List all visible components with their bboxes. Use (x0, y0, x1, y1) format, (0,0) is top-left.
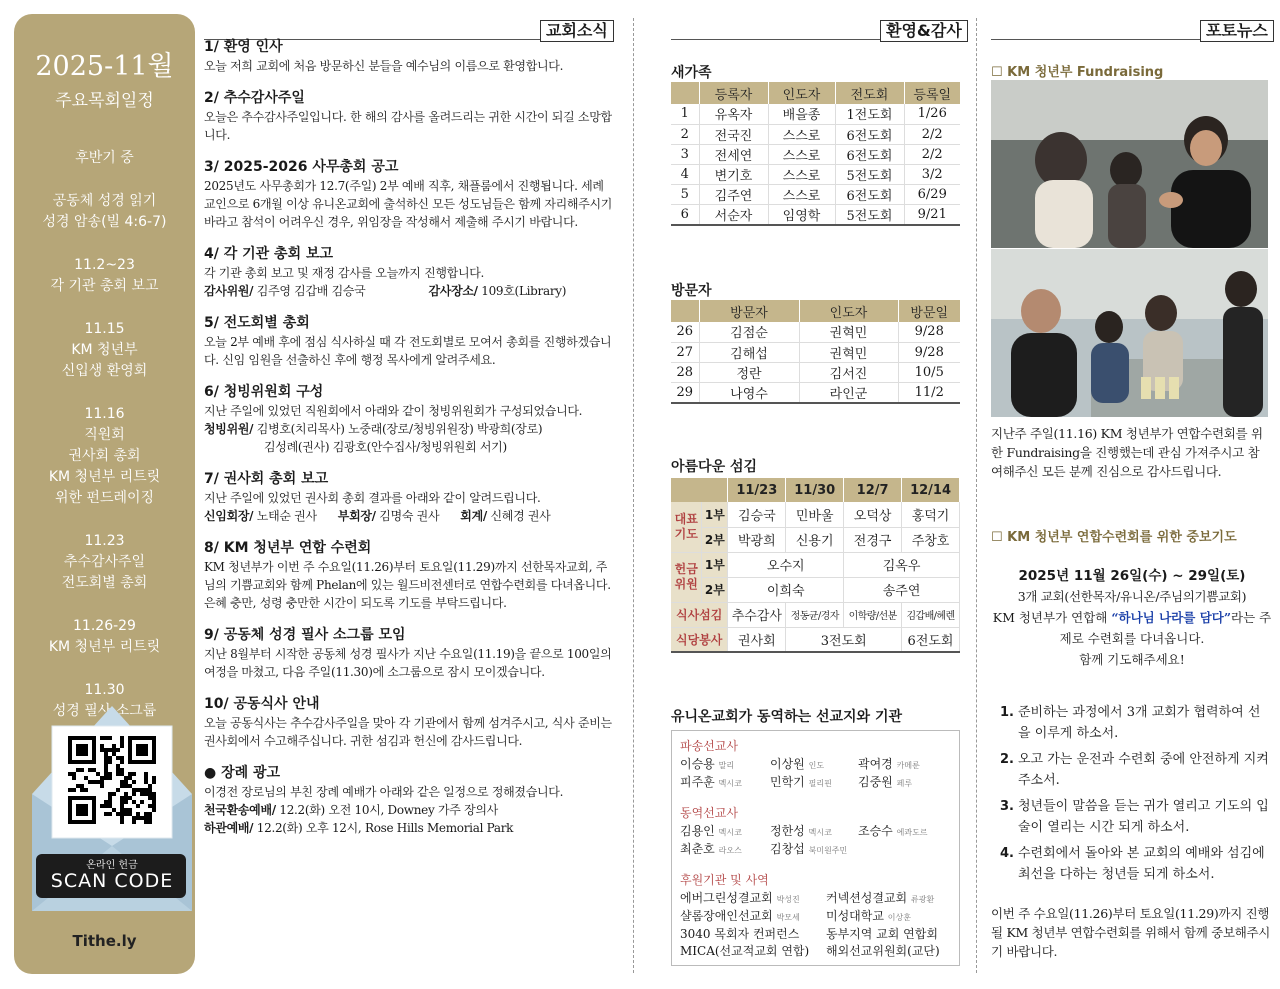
detail-label: 청빙위원/ (204, 422, 254, 436)
retreat-footer-text: 이번 주 수요일(11.26)부터 토요일(11.29)까지 진행될 KM 청년부 연합수련회를 위해서 함께 중보해주시기 바랍니다. (991, 906, 1271, 959)
table-cell: 6전도회 (835, 144, 904, 164)
missionary-name: 피주훈 (680, 775, 715, 789)
list-item (680, 823, 951, 841)
theme-prefix: KM 청년부가 연합해 (992, 610, 1112, 625)
schedule-item (14, 148, 195, 169)
column-header: 인도자 (799, 300, 898, 322)
missionary-name: 조승수 (858, 824, 893, 838)
table-cell: 스스로 (768, 164, 835, 184)
ministry-name: 미성대학교 (826, 909, 884, 923)
prayer-number: 1. (1000, 705, 1014, 720)
table-cell: 김승국 (728, 502, 786, 527)
table-cell: 5전도회 (835, 204, 904, 225)
column-header: 12/7 (844, 478, 902, 502)
ministry-contact: 박모세 (776, 913, 800, 922)
schedule-line: 11.2~23 (74, 257, 135, 273)
ministry-name: 3040 목회자 컨퍼런스 (680, 927, 800, 941)
schedule-line: 공동체 성경 읽기 (52, 193, 157, 209)
fundraising-photo-image (991, 80, 1268, 248)
news-item (204, 695, 614, 750)
mission-group (680, 871, 951, 960)
prayer-item (1000, 702, 1270, 744)
table-cell: 정동균/경자 (786, 602, 844, 627)
missions-title: 유니온교회가 동역하는 선교지와 기관 (671, 709, 903, 725)
news-title: ● 장례 광고 (204, 765, 281, 781)
table-cell: 권혁민 (799, 322, 898, 342)
table-cell: 주창호 (902, 527, 960, 552)
ministry-name: 에버그린성결교회 (680, 891, 773, 905)
detail-value: 김성례(권사) 김광호(안수집사/청빙위원회 서기) (264, 440, 507, 454)
fundraising-booth-photo (991, 249, 1268, 417)
service-session: 1부 (702, 552, 728, 577)
missionary-location: 카메룬 (896, 761, 920, 770)
missionary-location: 페루 (896, 779, 913, 788)
detail-value: 12.2(화) 오후 12시, Rose Hills Memorial Park (256, 821, 514, 835)
prayer-text: 청년들이 말씀을 듣는 귀가 열리고 기도의 입술이 열리는 시간 되게 하소서. (1018, 799, 1269, 835)
sidebar-subtitle: 주요목회일정 (55, 91, 154, 111)
detail-value: 김병호(치리목사) 노중래(장로/청빙위원장) 박광희(장로) (256, 422, 543, 436)
prayer-item (1000, 843, 1270, 885)
news-item (204, 314, 614, 369)
missionary-location: 멕시코 (718, 779, 742, 788)
table-header-row (671, 478, 960, 502)
list-item (680, 890, 951, 908)
photo-caption: ☐ KM 청년부 연합수련회를 위한 중보기도 (991, 530, 1237, 545)
news-text: 지난 주일에 있었던 직원회에서 아래와 같이 청빙위원회가 구성되었습니다. (204, 404, 583, 418)
news-item (204, 626, 614, 681)
table-cell: 6/29 (904, 184, 960, 204)
table-cell: 2/2 (904, 144, 960, 164)
table-cell: 2 (671, 124, 699, 144)
detail-label: 부회장/ (337, 509, 376, 523)
table-cell: 9/21 (904, 204, 960, 225)
missionary-location: 멕시코 (808, 828, 832, 837)
table-row (671, 382, 960, 403)
news-detail (204, 801, 614, 819)
column-header (671, 478, 728, 502)
table-cell: 27 (671, 342, 699, 362)
retreat-info (991, 566, 1273, 670)
missionary-location: 라오스 (718, 846, 742, 855)
ministry-name: 동부지역 교회 연합회 (826, 927, 938, 941)
row-group-label (671, 502, 702, 552)
detail-value: 신혜경 권사 (490, 509, 551, 523)
list-item (680, 774, 951, 792)
table-cell: 배을종 (768, 104, 835, 124)
table-cell: 김서진 (799, 362, 898, 382)
label-line: 기도 (674, 526, 698, 541)
table-cell: 라인군 (799, 382, 898, 403)
missionary-location: 말리 (718, 761, 735, 770)
news-text: 오늘 저희 교회에 처음 방문하신 분들을 예수님의 이름으로 환영합니다. (204, 59, 564, 73)
news-title: 2/ 추수감사주일 (204, 90, 305, 106)
table-cell: 6전도회 (902, 627, 960, 652)
table-cell: 오덕상 (844, 502, 902, 527)
table-row (671, 527, 960, 552)
prayer-number: 2. (1000, 752, 1014, 767)
scan-code-label: SCAN CODE (50, 870, 174, 892)
table-cell: 전국진 (699, 124, 768, 144)
missionary-location: 인도 (808, 761, 825, 770)
table-cell: 6전도회 (835, 124, 904, 144)
prayer-text: 준비하는 과정에서 3개 교회가 협력하여 선을 이루게 하소서. (1018, 705, 1261, 741)
prayer-list (1000, 702, 1270, 890)
column-header: 등록일 (904, 82, 960, 104)
row-label: 식사섬김 (671, 602, 728, 627)
fundraising-text: 지난주 주일(11.16) KM 청년부가 연합수련회를 위한 Fundraising을 진행했는데 관심 가져주시고 참여해주신 모든 분께 진심으로 감사드립니다. (991, 426, 1263, 479)
table-cell: 송주연 (844, 577, 960, 602)
prayer-item (1000, 796, 1270, 838)
schedule-line: 위한 펀드레이징 (54, 490, 155, 506)
table-cell: 정란 (699, 362, 799, 382)
schedule-sidebar (14, 14, 195, 974)
schedule-list (14, 148, 195, 744)
prayer-number: 3. (1000, 799, 1014, 814)
table-cell: 9/28 (898, 342, 960, 362)
table-cell: 1/26 (904, 104, 960, 124)
missionary-name: 김창섭 (770, 842, 805, 856)
service-table (671, 478, 960, 653)
service-title: 아름다운 섬김 (671, 459, 758, 475)
detail-label: 신임회장/ (204, 509, 254, 523)
newcomers-title: 새가족 (671, 65, 712, 81)
schedule-line: 전도회별 총회 (61, 575, 148, 591)
table-cell: 전경구 (844, 527, 902, 552)
retreat-dates: 2025년 11월 26일(수) ~ 29일(토) (1018, 568, 1246, 584)
ministry-contact: 박성진 (776, 895, 800, 904)
ministry-contact: 류광환 (910, 895, 935, 904)
table-cell: 김갑배/혜렌 (902, 602, 960, 627)
missionary-name: 정한성 (770, 824, 805, 838)
service-session: 2부 (702, 527, 728, 552)
table-cell: 권혁민 (799, 342, 898, 362)
missionary-name: 김용인 (680, 824, 715, 838)
missionary-location: 멕시코 (718, 828, 742, 837)
table-cell: 10/5 (898, 362, 960, 382)
news-text: 오늘은 추수감사주일입니다. 한 해의 감사를 올려드리는 귀한 시간이 되길 소망합니다. (204, 110, 612, 142)
photo-caption: ☐ KM 청년부 Fundraising (991, 65, 1164, 80)
mission-group (680, 804, 951, 859)
table-row (671, 342, 960, 362)
prayer-text: 오고 가는 운전과 수련회 중에 안전하게 지켜주소서. (1018, 752, 1269, 788)
table-row (671, 164, 960, 184)
table-cell: 28 (671, 362, 699, 382)
prayer-number: 4. (1000, 846, 1014, 861)
schedule-line: 후반기 중 (75, 150, 134, 166)
news-item (204, 89, 614, 144)
schedule-line: 11.26-29 (73, 618, 136, 634)
table-cell: 김점순 (699, 322, 799, 342)
table-row (671, 577, 960, 602)
mission-group-label: 파송선교사 (680, 739, 738, 753)
column-header: 11/23 (728, 478, 786, 502)
detail-value: 김주영 김갑배 김승국 (256, 284, 366, 298)
table-cell: 민바울 (786, 502, 844, 527)
table-header-row (671, 300, 960, 322)
table-cell: 스스로 (768, 144, 835, 164)
newcomers-table (671, 82, 960, 226)
news-text: 지난 주일에 있었던 권사회 총회 결과를 아래와 같이 알려드립니다. (204, 491, 541, 505)
detail-value: 12.2(화) 오전 10시, Downey 가주 장의사 (279, 803, 498, 817)
table-cell: 3/2 (904, 164, 960, 184)
news-text: 이경전 장로님의 부친 장례 예배가 아래와 같은 일정으로 정해졌습니다. (204, 785, 564, 799)
fundraising-photo (991, 80, 1268, 248)
table-cell: 변기호 (699, 164, 768, 184)
news-title: 4/ 각 기관 총회 보고 (204, 246, 334, 262)
news-detail (204, 438, 614, 456)
column-header (671, 300, 699, 322)
news-text: 각 기관 총회 보고 및 재정 감사를 오늘까지 진행합니다. (204, 266, 485, 280)
detail-label: 천국환송예배/ (204, 803, 276, 817)
detail-value: 노태순 권사 (256, 509, 317, 523)
schedule-line: KM 청년부 리트릿 (48, 639, 161, 655)
mission-group (680, 737, 951, 792)
prayer-item (1000, 749, 1270, 791)
table-cell: 5 (671, 184, 699, 204)
photo-header: 포토뉴스 (1200, 20, 1274, 42)
list-item (680, 943, 951, 960)
table-cell: 1 (671, 104, 699, 124)
table-cell: 1전도회 (835, 104, 904, 124)
detail-label: 하관예배/ (204, 821, 254, 835)
table-cell: 유옥자 (699, 104, 768, 124)
retreat-churches: 3개 교회(선한목자/유니온/주님의기쁨교회) (1017, 589, 1247, 604)
column-header: 등록자 (699, 82, 768, 104)
news-title: 5/ 전도회별 총회 (204, 315, 310, 331)
prayer-text: 수련회에서 돌아와 본 교회의 예배와 섬김에 최선을 다하는 청년들 되게 하소서. (1018, 846, 1265, 882)
table-cell: 김주연 (699, 184, 768, 204)
ministry-contact: 이상훈 (887, 913, 911, 922)
schedule-line: 11.15 (84, 321, 125, 337)
label-line: 헌금 (674, 562, 698, 576)
schedule-line: 권사회 총회 (68, 448, 141, 464)
column-header: 전도회 (835, 82, 904, 104)
news-detail (204, 420, 614, 438)
column-divider (633, 18, 634, 973)
news-title: 10/ 공동식사 안내 (204, 696, 320, 712)
table-cell: 나영수 (699, 382, 799, 403)
news-item (204, 764, 614, 837)
table-cell: 5전도회 (835, 164, 904, 184)
table-row (671, 502, 960, 527)
sidebar-year-month: 2025-11월 (35, 51, 174, 82)
table-cell: 3전도회 (786, 627, 902, 652)
news-title: 8/ KM 청년부 연합 수련회 (204, 540, 372, 556)
service-session: 2부 (702, 577, 728, 602)
column-header (671, 82, 699, 104)
news-title: 9/ 공동체 성경 필사 소그룹 모임 (204, 627, 406, 643)
table-cell: 오수지 (728, 552, 844, 577)
service-session: 1부 (702, 502, 728, 527)
qr-envelope[interactable] (32, 706, 192, 924)
column-header: 방문자 (699, 300, 799, 322)
news-text: 오늘 공동식사는 추수감사주일을 맞아 각 기관에서 함께 섬겨주시고, 식사 준비는 권사회에서 수고해주십니다. 귀한 섬김과 헌신에 감사드립니다. (204, 716, 612, 748)
table-cell: 11/2 (898, 382, 960, 403)
table-cell: 3 (671, 144, 699, 164)
welcome-header: 환영&감사 (880, 20, 968, 42)
visitors-title: 방문자 (671, 283, 712, 299)
news-item (204, 38, 614, 75)
table-cell: 스스로 (768, 124, 835, 144)
table-cell: 신용기 (786, 527, 844, 552)
schedule-item (14, 255, 195, 297)
column-divider (976, 18, 977, 973)
news-item (204, 383, 614, 456)
missionary-name: 최춘호 (680, 842, 715, 856)
detail-label: 감사장소/ (428, 284, 478, 298)
missionary-location: 에콰도르 (896, 828, 928, 837)
missionary-name: 민학기 (770, 775, 805, 789)
news-text: KM 청년부가 이번 주 수요일(11.26)부터 토요일(11.29)까지 선한목자교회, 주님의 기쁨교회와 함께 Phelan에 있는 월드비전센터로 연합수련회를 다녀옵니다. 은혜 충만, 성령 충만한 시간이 되도록 기도를 부탁드립니다. (204, 560, 611, 610)
ministry-name: MICA(선교적교회 연합) (680, 944, 810, 958)
table-row (671, 124, 960, 144)
column-header: 인도자 (768, 82, 835, 104)
schedule-line: 추수감사주일 (63, 554, 146, 570)
table-cell: 서순자 (699, 204, 768, 225)
list-item (680, 756, 951, 774)
table-cell: 9/28 (898, 322, 960, 342)
missionary-name: 이승용 (680, 757, 715, 771)
theme-quote: “하나님 나라를 담다” (1111, 610, 1232, 625)
news-title: 3/ 2025-2026 사무총회 공고 (204, 159, 399, 175)
schedule-line: 11.30 (84, 682, 125, 698)
missionary-location: 북미원주민 (808, 846, 848, 855)
table-cell: 김해섭 (699, 342, 799, 362)
schedule-item (14, 531, 195, 594)
table-row (671, 104, 960, 124)
table-row (671, 204, 960, 225)
schedule-item (14, 616, 195, 658)
list-item (680, 908, 951, 926)
detail-value: 김명숙 권사 (379, 509, 440, 523)
detail-label: 감사위원/ (204, 284, 254, 298)
schedule-line: 직원회 (84, 427, 125, 443)
list-item (680, 841, 951, 859)
table-cell: 6전도회 (835, 184, 904, 204)
online-offering-label: 온라인 헌금 (86, 860, 138, 871)
news-detail (204, 819, 614, 837)
schedule-line: KM 청년부 (71, 342, 138, 358)
mission-group-label: 동역선교사 (680, 806, 738, 820)
table-row (671, 184, 960, 204)
news-item (204, 539, 614, 612)
missionary-name: 김중원 (858, 775, 893, 789)
ministry-name: 커넥션성결교회 (826, 891, 908, 905)
retreat-theme (991, 607, 1273, 649)
news-text: 오늘 2부 예배 후에 점심 식사하실 때 각 전도회별로 모여서 총회를 진행하겠습니다. 신임 임원을 선출하신 후에 행정 목사에게 알려주세요. (204, 335, 612, 367)
tithe-link[interactable]: Tithe.ly (72, 932, 137, 950)
news-detail (204, 282, 614, 300)
ministry-name: 샬롬장애인선교회 (680, 909, 773, 923)
table-row (671, 552, 960, 577)
table-row (671, 144, 960, 164)
table-cell: 박광희 (728, 527, 786, 552)
table-cell: 이희숙 (728, 577, 844, 602)
table-cell: 26 (671, 322, 699, 342)
missionary-name: 이상원 (770, 757, 805, 771)
table-cell: 4 (671, 164, 699, 184)
theme-suffix: 라는 주제로 수련회를 다녀옵니다. (1059, 610, 1272, 646)
table-row (671, 627, 960, 652)
news-title: 7/ 권사회 총회 보고 (204, 471, 329, 487)
column-header: 12/14 (902, 478, 960, 502)
table-cell: 김옥우 (844, 552, 960, 577)
mission-group-label: 후원기관 및 사역 (680, 873, 769, 887)
table-cell: 이학량/선분 (844, 602, 902, 627)
news-item (204, 158, 614, 231)
news-title: 6/ 청빙위원회 구성 (204, 384, 324, 400)
schedule-line: 각 기관 총회 보고 (50, 278, 159, 294)
news-text: 2025년도 사무총회가 12.7(주일) 2부 예배 직후, 채플룸에서 진행됩니다. 세례교인으로 6개월 이상 유니온교회에 출석하신 모든 성도님들은 함께 자리해주시기 바라고 참석이 어려우신 경우, 위임장을 작성해서 제출해 주시기 바랍니다. (204, 179, 613, 229)
row-group-label (671, 552, 702, 602)
church-news (204, 38, 614, 851)
label-line: 대표 (674, 511, 698, 526)
news-detail (204, 507, 614, 525)
news-item (204, 470, 614, 525)
detail-value: 109호(Library) (481, 284, 567, 298)
table-header-row (671, 82, 960, 104)
column-header: 11/30 (786, 478, 844, 502)
fundraising-booth-photo-image (991, 249, 1268, 417)
news-text: 지난 8월부터 시작한 공동체 성경 필사가 지난 수요일(11.19)을 끝으로 100일의 여정을 마쳤고, 다음 주일(11.30)에 소그룹으로 잠시 모이겠습니다. (204, 647, 612, 679)
column-header: 방문일 (898, 300, 960, 322)
news-header: 교회소식 (540, 20, 614, 42)
schedule-item (14, 319, 195, 382)
missions-box (671, 730, 960, 966)
news-item (204, 245, 614, 300)
schedule-line: 11.16 (84, 406, 125, 422)
table-cell: 29 (671, 382, 699, 403)
schedule-item (14, 404, 195, 509)
schedule-line: 신입생 환영회 (61, 363, 148, 379)
table-cell: 2/2 (904, 124, 960, 144)
schedule-line: 성경 필사 소그룹 (52, 703, 157, 719)
table-cell: 6 (671, 204, 699, 225)
label-line: 위원 (674, 577, 698, 591)
table-row (671, 322, 960, 342)
table-row (671, 602, 960, 627)
visitors-table (671, 300, 960, 404)
ministry-name: 해외선교위원회(교단) (826, 944, 940, 958)
retreat-pray-request: 함께 기도해주세요! (1079, 652, 1185, 667)
table-cell: 스스로 (768, 184, 835, 204)
list-item (680, 926, 951, 943)
table-cell: 권사회 (728, 627, 786, 652)
schedule-item (14, 191, 195, 233)
schedule-line: KM 청년부 리트릿 (48, 469, 161, 485)
detail-label: 회계/ (460, 509, 487, 523)
table-cell: 임영학 (768, 204, 835, 225)
missionary-location: 필리핀 (808, 779, 832, 788)
missionary-name: 곽여경 (858, 757, 893, 771)
table-cell: 홍덕기 (902, 502, 960, 527)
news-title: 1/ 환영 인사 (204, 39, 283, 55)
table-row (671, 362, 960, 382)
schedule-line: 성경 암송(빌 4:6-7) (42, 214, 167, 230)
table-cell: 추수감사 (728, 602, 786, 627)
row-label: 식당봉사 (671, 627, 728, 652)
schedule-line: 11.23 (84, 533, 125, 549)
table-cell: 전세연 (699, 144, 768, 164)
